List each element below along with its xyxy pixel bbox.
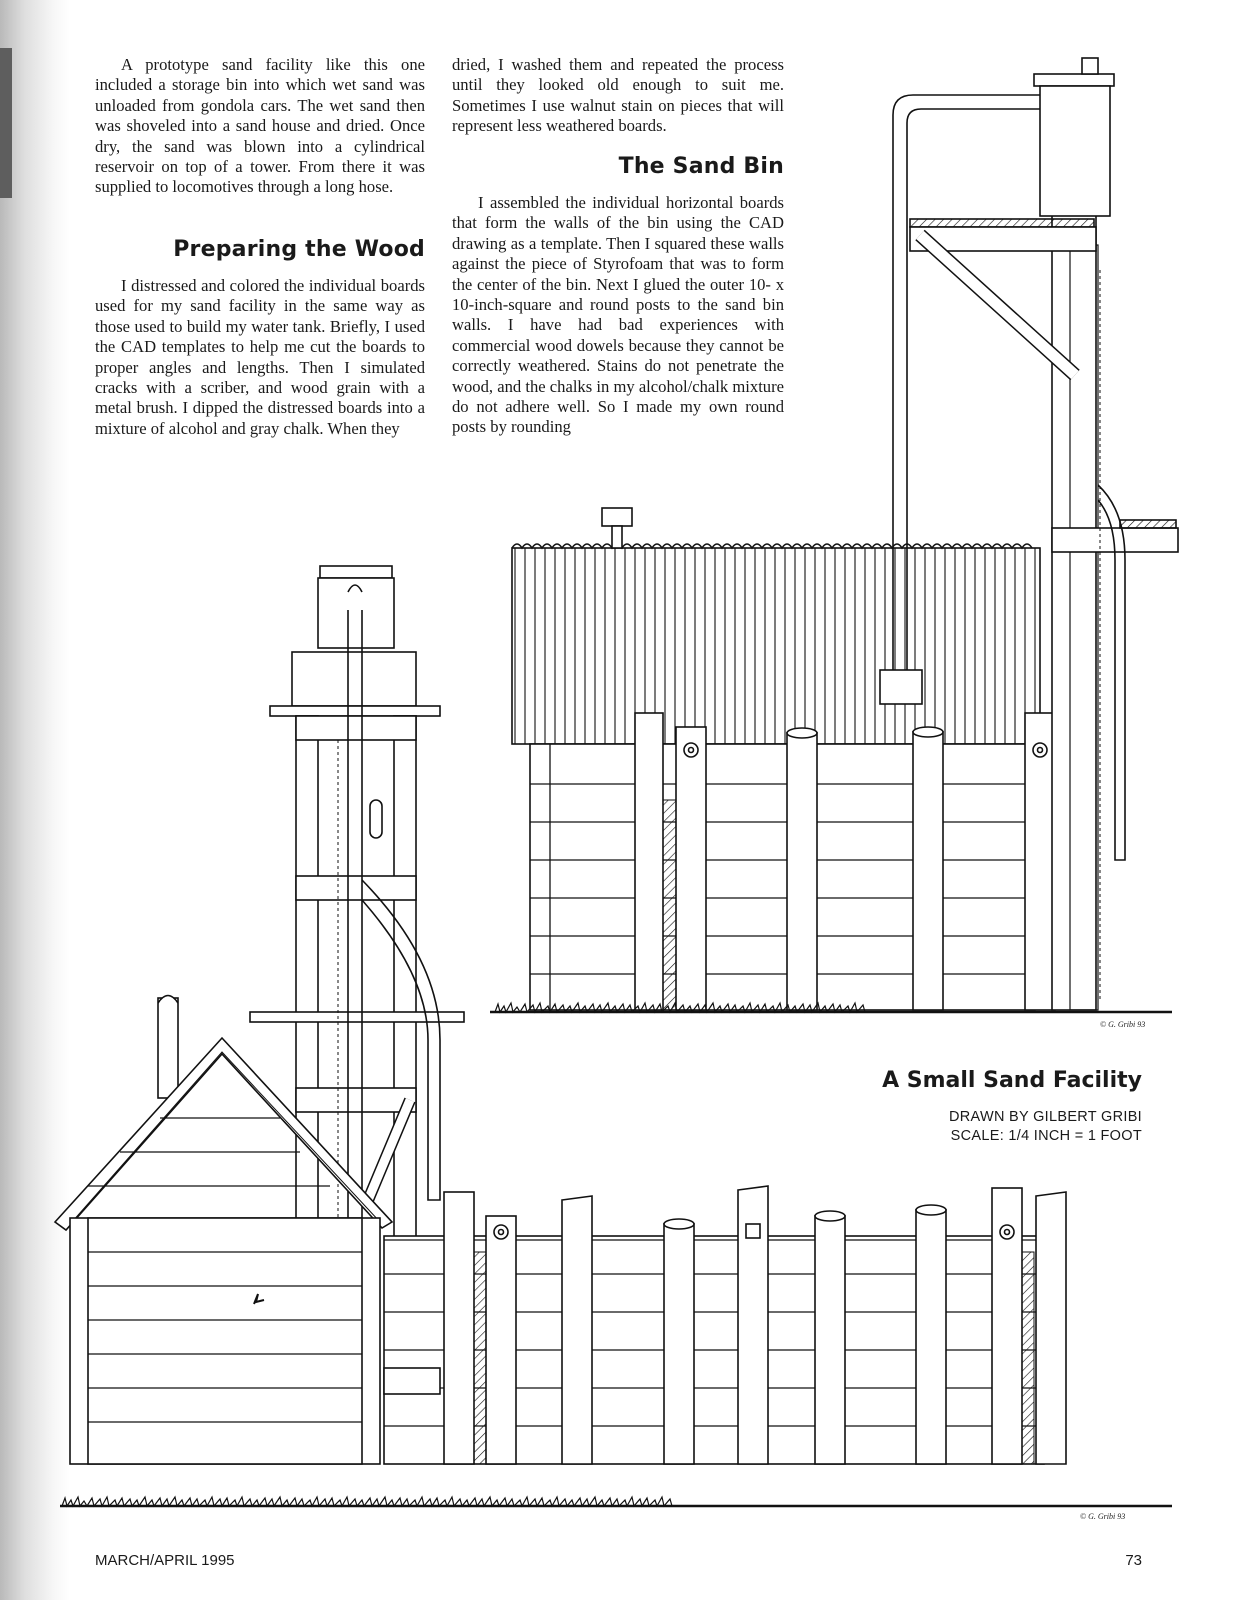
section-heading-sand-bin: The Sand Bin [618,154,784,179]
corrugated-roof [512,548,1040,744]
body-paragraph-sand-bin: I assembled the individual horizontal boards that form the walls of the bin using the CAD drawing as a template. Then I squared these walls against the piece of Styrofoam that was to form the center of the bin. Next I glued the outer 10- x 10-inch-square and round posts to the sand bin walls. I have had bad experiences with commercial wood dowels because they cannot be correctly weathered. Stains do not penetrate the wood, and the chalks in my alcohol/chalk mixture do not adhere well. So I made my own round posts by rounding [452,193,784,437]
body-paragraph-continued: dried, I washed them and repeated the process until they looked old enough to suit me. Sometimes I use walnut stain on pieces that will represent less weathered boards. [452,55,784,136]
drawing-credit-author: DRAWN BY GILBERT GRIBI [949,1109,1142,1125]
upper-sand-bin-elevation [490,58,1178,1012]
section-heading-preparing-wood: Preparing the Wood [173,237,425,262]
drawing-title: A Small Sand Facility [882,1068,1142,1093]
body-paragraph-wood: I distressed and colored the individual boards used for my sand facility in the same way as those used to build my water tank. Briefly, I used the CAD templates to help me cut the boards to proper angles and lengths. Then I simulated cracks with a scriber, and wood grain with a metal brush. I dipped the distressed boards into a mixture of alcohol and gray chalk. When they [95,276,425,438]
footer-issue-date: MARCH/APRIL 1995 [95,1552,235,1569]
drawing-credit-scale: SCALE: 1/4 INCH = 1 FOOT [950,1128,1142,1144]
artist-signature-bottom: © G. Gribi 93 [1080,1512,1126,1521]
artist-signature-top: © G. Gribi 93 [1100,1020,1146,1029]
body-paragraph-intro: A prototype sand facility like this one included a storage bin into which wet sand was unloaded from gondola cars. The wet sand then was shoveled into a sand house and dried. Once dry, the sand was blown into a cylindrical reservoir on top of a tower. From there it was supplied to locomotives through a long hose. [95,55,425,197]
footer-page-number: 73 [1125,1552,1142,1569]
